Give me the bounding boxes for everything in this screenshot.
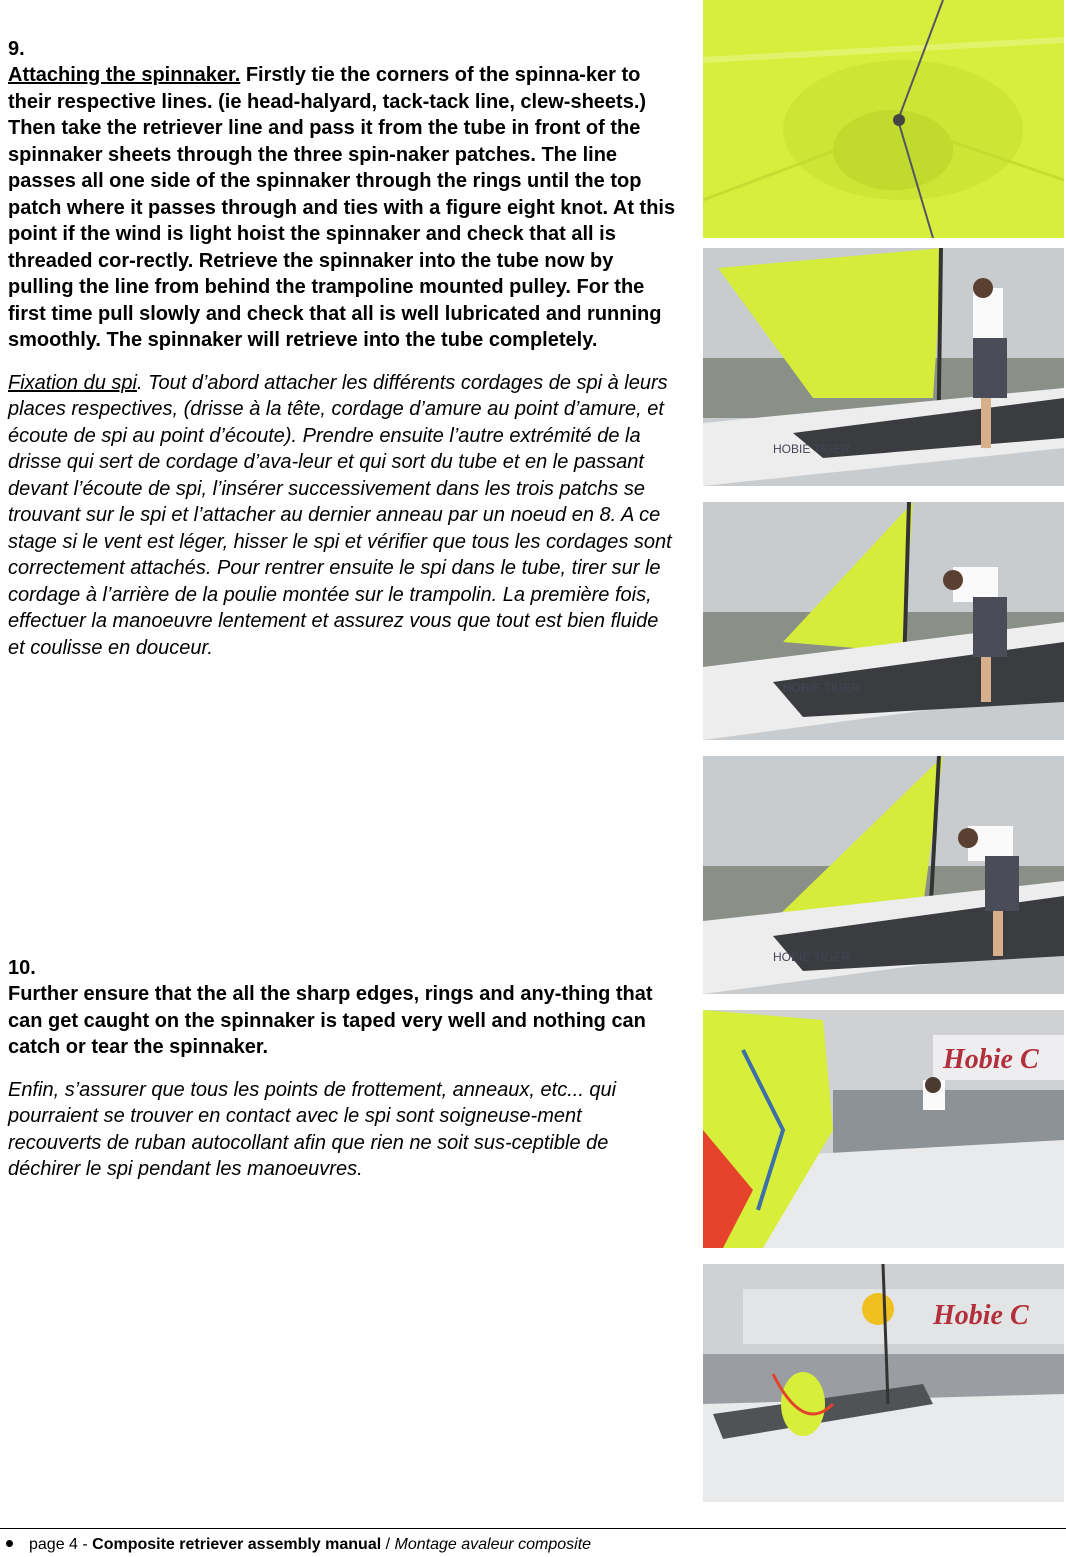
footer-rule [0,1528,1066,1529]
bullet-icon [6,1540,13,1547]
footer-title-en: Composite retriever assembly manual [92,1536,382,1553]
step-9-french-body: . Tout d’abord attacher les différents cordages de spi à leurs places respectives, (drisse à la tête, cordage d’amure au point d’amure, et écoute de spi au point d’écoute). Prendre ensuite l’autre extrémité de la drisse qui sert de cordage d’ava-leur et qui sort du tube et en le passant devant l’écoute de spi, l’insérer successivement dans les trois patchs se trouvant sur le spi et l’attacher au dernier anneau par un noeud en 8. A ce stage si le vent est léger, hisser le spi et vérifier que tous les cordages sont correctement attachés. Pour rentrer ensuite le spi dans le tube, tirer sur le cordage à l’arrière de la poulie montée sur le trampolin. La première fois, effectuer la manoeuvre lentement et assurez vous que tout est bien fluide et coulisse en douceur. [8,371,672,659]
step-9-french-title: Fixation du spi [8,371,137,394]
step-9-french-text [8,370,676,662]
banner-lettering: Hobie C [943,1044,1039,1075]
step-9-english-text [8,62,676,354]
svg-text:HOBIE TIGER: HOBIE TIGER [773,950,851,964]
photo-rigging-2 [703,502,1064,740]
footer-separator: - [77,1536,93,1553]
photo-rigging-1 [703,248,1064,486]
step-10 [8,955,676,1183]
step-10-english-text: Further ensure that the all the sharp edges, rings and any-thing that can get caught on the spinnaker is taped very well and nothing can catch or tear the spinnaker. [8,983,653,1058]
photo-spinnaker-patch [703,0,1064,238]
step-9 [8,36,676,661]
page-footer [0,1536,591,1554]
footer-slash: / [381,1536,395,1553]
footer-title-fr: Montage avaleur composite [394,1536,592,1553]
svg-text:HOBIE TIGER: HOBIE TIGER [783,681,861,695]
step-10-french-text: Enfin, s’assurer que tous les points de frottement, anneaux, etc... qui pourraient se trouver en contact avec le spi sont soigneuse-ment recouverts de ruban autocollant afin que rien ne soit sus-ceptible de déchirer le spi pendant les manoeuvres. [8,1078,617,1180]
photo-rigging-3 [703,756,1064,994]
photo-taping-2 [703,1264,1064,1502]
page-number: page 4 [29,1536,78,1553]
step-9-english-body: Firstly tie the corners of the spinna-ker to their respective lines. (ie head-halyard, tack-tack line, clew-sheets.) Then take the retriever line and pass it from the tube in front of the spinnaker sheets through the three spin-naker patches. The line passes all one side of the spinnaker through the rings until the top patch where it passes through and ties with a figure eight knot. At this point if the wind is light hoist the spinnaker and check that all is threaded cor-rectly. Retrieve the spinnaker into the tube now by pulling the line from behind the trampoline mounted pulley. For the first time pull slowly and check that all is well lubricated and running smoothly. The spinnaker will retrieve into the tube completely. [8,64,676,351]
boat-lettering: HOBIE TIGER [773,442,851,456]
svg-text:Hobie C: Hobie C [933,1300,1029,1331]
step-9-english-title: Attaching the spinnaker. [8,64,241,86]
photo-taping-1 [703,1010,1064,1248]
step-10-number: 10. [8,957,36,979]
step-9-number: 9. [8,38,25,60]
